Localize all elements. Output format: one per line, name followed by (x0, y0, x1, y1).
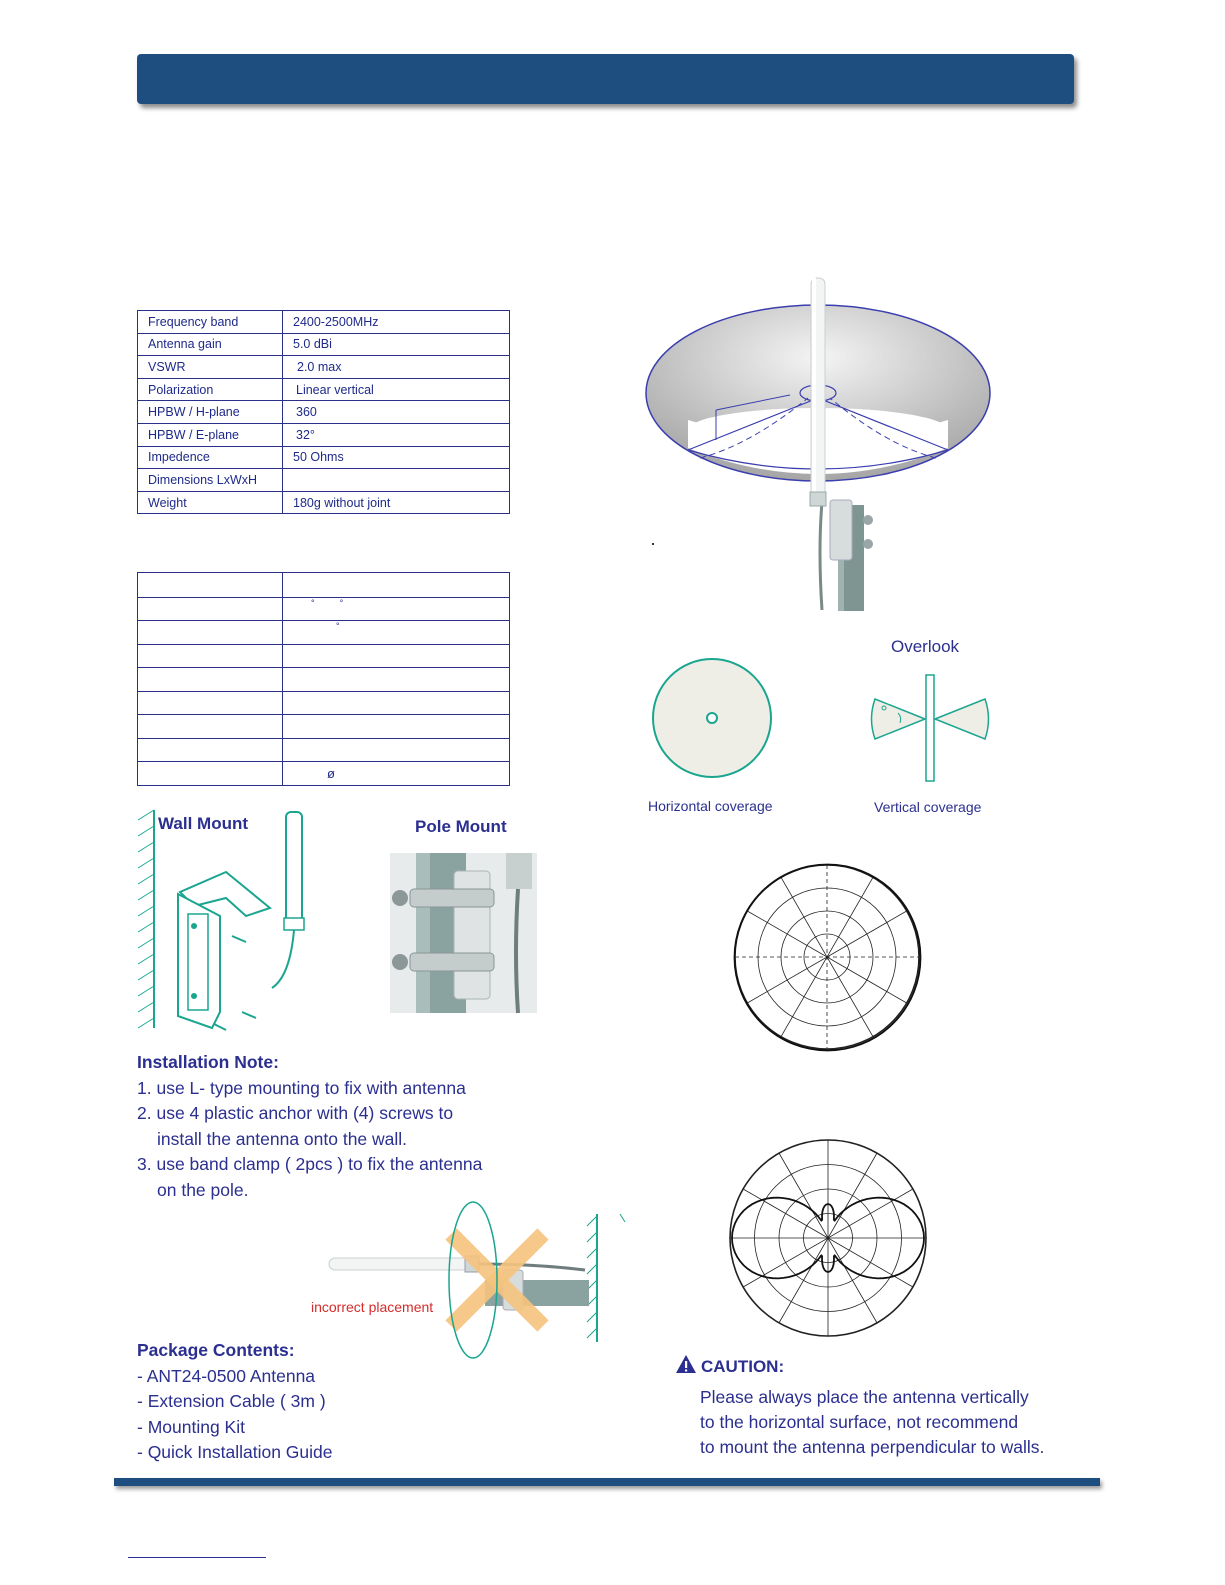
table-cell (138, 668, 283, 692)
stray-dot (652, 543, 654, 545)
spec-value: 32° (283, 423, 510, 446)
package-contents (137, 1338, 333, 1466)
table-row (138, 621, 510, 645)
table-row (138, 311, 510, 334)
pole-mount-title: Pole Mount (415, 817, 507, 836)
second-table (137, 572, 510, 786)
vertical-coverage-label: Vertical coverage (874, 799, 982, 815)
horizontal-coverage-diagram (650, 656, 774, 780)
installation-line: install the antenna onto the wall. (157, 1128, 408, 1149)
table-cell (283, 738, 510, 762)
horizontal-coverage-label: Horizontal coverage (648, 798, 773, 814)
table-cell: ° (283, 621, 510, 645)
spec-table (137, 310, 510, 514)
installation-note (137, 1050, 482, 1203)
table-row (138, 644, 510, 668)
table-row (138, 333, 510, 356)
table-row (138, 738, 510, 762)
installation-title: Installation Note: (137, 1052, 279, 1072)
table-row (138, 423, 510, 446)
table-row (138, 668, 510, 692)
table-cell (138, 738, 283, 762)
table-cell (283, 573, 510, 598)
table-cell (138, 691, 283, 715)
table-row (138, 401, 510, 424)
table-cell (283, 715, 510, 739)
footer-bar (114, 1478, 1100, 1486)
spec-label: Antenna gain (138, 333, 283, 356)
spec-value: 2.0 max (283, 356, 510, 379)
table-cell (138, 621, 283, 645)
table-row (138, 597, 510, 621)
table-cell: ø (283, 762, 510, 786)
caution-title: CAUTION: (701, 1357, 785, 1376)
spec-label: Frequency band (138, 311, 283, 334)
table-row (138, 573, 510, 598)
table-row (138, 356, 510, 379)
package-item: - Quick Installation Guide (137, 1442, 333, 1462)
package-title: Package Contents: (137, 1340, 295, 1360)
table-cell (138, 573, 283, 598)
table-row (138, 691, 510, 715)
table-row (138, 762, 510, 786)
incorrect-placement-label: incorrect placement (311, 1299, 434, 1315)
wall-mount-title: Wall Mount (158, 814, 249, 833)
table-cell (283, 691, 510, 715)
package-item: - Mounting Kit (137, 1416, 245, 1437)
spec-value: 360 (283, 401, 510, 424)
e-plane-polar-pattern (728, 1138, 928, 1338)
table-row (138, 715, 510, 739)
footer-link-underline (128, 1557, 266, 1558)
caution-line: Please always place the antenna vertically (700, 1387, 1029, 1407)
spec-value: 2400-2500MHz (283, 311, 510, 334)
package-item: - ANT24-0500 Antenna (137, 1365, 316, 1386)
spec-label: VSWR (138, 356, 283, 379)
table-cell (138, 644, 283, 668)
spec-value (283, 469, 510, 492)
table-row (138, 378, 510, 401)
installation-line: on the pole. (157, 1179, 249, 1200)
caution-line: to mount the antenna perpendicular to walls. (700, 1437, 1045, 1457)
spec-value: 50 Ohms (283, 446, 510, 469)
installation-line: 2. use 4 plastic anchor with (4) screws to (137, 1103, 454, 1123)
vertical-coverage-diagram (868, 673, 994, 785)
caution-text (700, 1385, 1044, 1460)
spec-value: Linear vertical (283, 378, 510, 401)
antenna-coverage-illustration (640, 270, 1000, 615)
caution-line: to the horizontal surface, not recommend (700, 1412, 1019, 1432)
installation-line: 1. use L- type mounting to fix with antenna (137, 1077, 466, 1098)
spec-value: 5.0 dBi (283, 333, 510, 356)
spec-label: HPBW / H-plane (138, 401, 283, 424)
header-bar (137, 54, 1074, 104)
table-cell (138, 762, 283, 786)
spec-value: 180g without joint (283, 491, 510, 514)
table-cell (138, 715, 283, 739)
table-row (138, 446, 510, 469)
table-row (138, 491, 510, 514)
table-cell: ° ° (283, 597, 510, 621)
package-item: - Extension Cable ( 3m ) (137, 1391, 326, 1411)
spec-label: Impedence (138, 446, 283, 469)
wall-mount-illustration (134, 806, 314, 1042)
overlook-label: Overlook (891, 637, 960, 656)
installation-line: 3. use band clamp ( 2pcs ) to fix the antenna (137, 1154, 483, 1174)
spec-label: Polarization (138, 378, 283, 401)
h-plane-polar-pattern (731, 861, 923, 1053)
table-cell (283, 644, 510, 668)
pole-mount-photo (390, 853, 537, 1013)
table-cell (283, 668, 510, 692)
table-cell (138, 597, 283, 621)
table-row (138, 469, 510, 492)
spec-label: Weight (138, 491, 283, 514)
incorrect-placement-illustration (325, 1198, 635, 1362)
spec-label: Dimensions LxWxH (138, 469, 283, 492)
warning-icon (675, 1354, 697, 1374)
spec-label: HPBW / E-plane (138, 423, 283, 446)
